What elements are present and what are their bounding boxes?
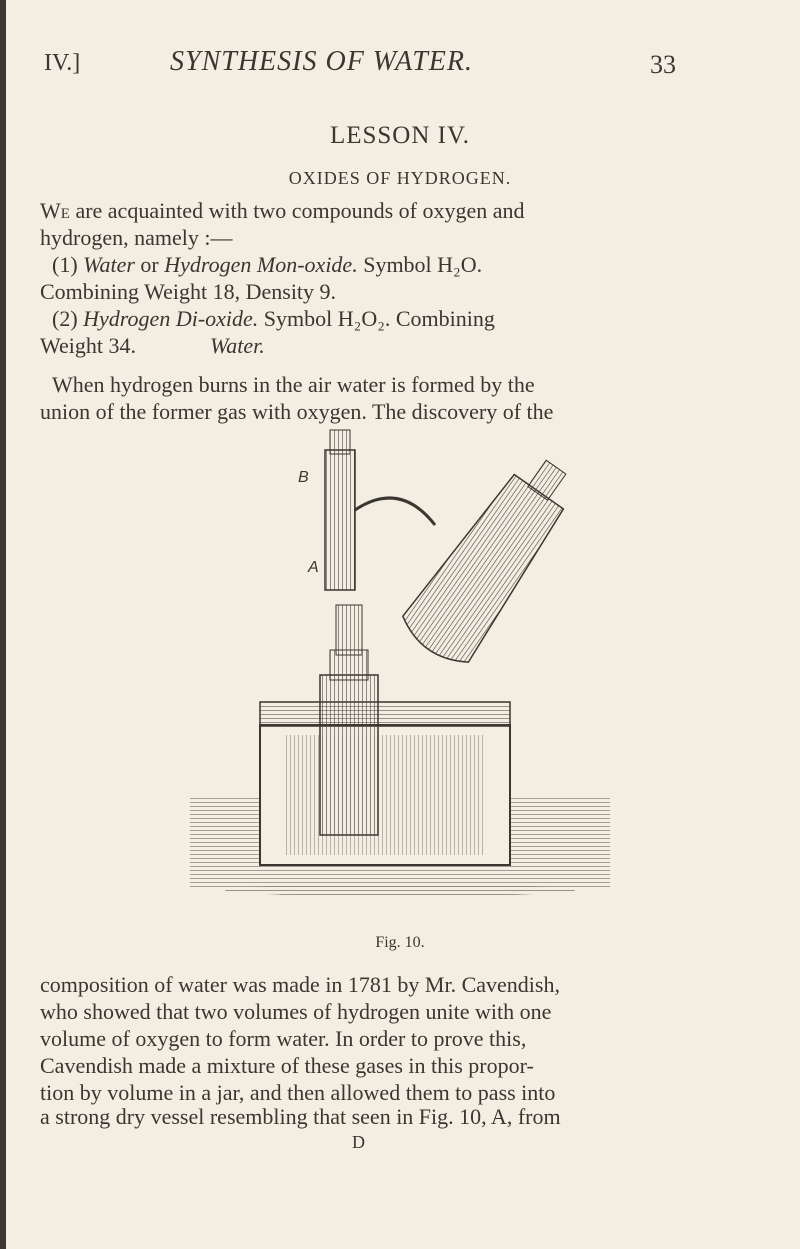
page-number: 33 [650,50,676,79]
figure-apparatus [190,410,610,920]
item-1-or: or [134,252,165,277]
label-a: A [308,559,319,576]
item-2-line-1 [52,306,692,332]
paragraph-2-line-3: volume of oxygen to form water. In order to prove this, [40,1026,527,1051]
paragraph-1-line-1: When hydrogen burns in the air water is formed by the [52,372,535,397]
item-2-weight: Weight 34. [40,333,136,358]
intro-line-2: hydrogen, namely :— [40,225,233,250]
item-2-name: Hydrogen Di-oxide. [83,306,259,331]
item-1-name-b: Hydrogen Mon-oxide. [164,252,358,277]
gas-jar [320,605,378,835]
running-title: SYNTHESIS OF WATER. [170,46,474,77]
item-2-line-2 [40,333,680,359]
trough [260,702,510,865]
label-b: B [298,469,309,486]
item-1-line-2: Combining Weight 18, Density 9. [40,279,337,304]
lesson-title: LESSON IV. [329,122,471,149]
signature-mark: D [352,1132,365,1152]
item-1-number: (1) [52,252,84,277]
paragraph-2-line-5: tion by volume in a jar, and then allowed them to pass into [40,1080,556,1105]
section-subheading: OXIDES OF HYDROGEN. [288,168,512,188]
item-2-number: (2) [52,306,84,331]
vessel-b [325,430,355,590]
paragraph-2-line-4: Cavendish made a mixture of these gases in this propor- [40,1053,534,1078]
figure-caption: Fig. 10. [375,934,425,951]
running-header [30,46,690,86]
item-1-line-1 [52,252,692,278]
item-1-symbol: Symbol H₂O. [357,252,483,277]
connecting-tube [355,498,435,525]
intro-smallcaps: We [40,198,70,223]
paragraph-2-line-2: who showed that two volumes of hydrogen unite with one [40,999,552,1024]
item-1-name-a: Water [83,252,135,277]
paragraph-1-line-2: union of the former gas with oxygen. The discovery of the [40,399,554,424]
apparatus-illustration [190,410,610,920]
intro-text: are acquainted with two compounds of oxygen and [69,198,525,223]
item-2-symbol: Symbol H₂O₂. Combining [258,306,495,331]
handwritten-water: Water. [210,333,265,358]
paragraph-2-line-1: composition of water was made in 1781 by Mr. Cavendish, [40,972,560,997]
intro-line-1 [40,198,680,224]
vessel-a [396,444,589,672]
paragraph-2-line-6: a strong dry vessel resembling that seen in Fig. 10, A, from [40,1104,561,1129]
section-marker: IV.] [44,50,81,76]
